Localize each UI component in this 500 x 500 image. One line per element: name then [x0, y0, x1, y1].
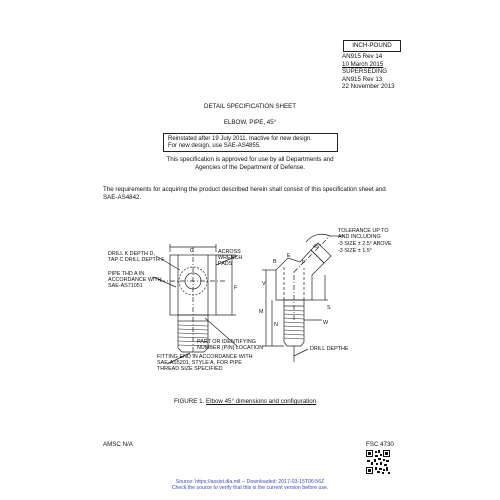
label-dim-b: B	[273, 259, 277, 265]
source-line-1[interactable]: Source: https://assist.dla.mil -- Downloaded: 2017-03-15T06:56Z	[175, 479, 325, 485]
caption-link[interactable]: Elbow 45° dimensions and configuration	[206, 398, 317, 405]
approval-line-2: Agencies of the Department of Defense.	[194, 164, 306, 171]
superseded-date: 22 November 2013	[342, 83, 395, 91]
label-dim-m: M	[259, 309, 264, 315]
label-pipe-thd-1: PIPE THD A IN	[108, 271, 145, 277]
angle-arc	[306, 234, 330, 242]
label-drill-k: DRILL K DEPTH D,	[108, 251, 155, 257]
qr-code	[366, 450, 390, 474]
label-dim-c: C	[190, 248, 194, 254]
label-tolerance-2: AND INCLUDING	[338, 234, 381, 240]
label-dim-f: F	[234, 285, 238, 291]
label-dim-p: P	[302, 260, 306, 266]
label-drill-depth: DRILL DEPTHE	[310, 346, 349, 352]
right-angled-centerline	[294, 236, 330, 272]
reinstatement-line-1: Reinstated after 19 July 2011. Inactive for new design.	[168, 136, 312, 142]
label-pipe-thd-2: ACCORDANCE WITH	[108, 277, 162, 283]
label-fitting-3: THREAD SIZE SPECIFIED	[157, 366, 223, 372]
label-tap-c: TAP C DRILL DEPTH F	[108, 257, 165, 263]
label-angle: 45°	[313, 244, 322, 250]
source-notice	[0, 479, 500, 491]
label-part-or-2: NUMBER (PIN) LOCATION	[197, 345, 264, 351]
label-dim-s: S	[327, 305, 331, 311]
label-across-2: WRENCH	[218, 255, 243, 261]
revision-date: 10 March 2015	[342, 60, 384, 68]
label-dim-v: V	[262, 281, 266, 287]
part-title: ELBOW, PIPE, 45°	[223, 119, 277, 126]
source-line-2: Check the source to verify that this is the current version before use.	[171, 485, 329, 491]
label-tolerance-4: -3 SIZE ± 1.5°	[338, 248, 372, 254]
label-tolerance-1: TOLERANCE UP TO	[338, 228, 389, 234]
requirements-line-2: SAE-AS4842.	[103, 194, 142, 201]
classification-box: INCH-POUND	[343, 40, 401, 52]
label-part-or-1: PART OR IDENTIFYING	[197, 339, 257, 345]
caption-suffix: .	[316, 398, 318, 405]
fsc-label: FSC 4730	[366, 441, 394, 448]
reinstatement-line-2: For new design, use SAE-AS4855.	[168, 143, 261, 150]
figure-caption	[174, 398, 318, 406]
label-fitting-2: SAE-AS5201, STYLE A, FOR PIPE	[157, 360, 242, 366]
label-dim-e: E	[287, 253, 291, 259]
label-dim-w: W	[323, 320, 329, 326]
right-elbow-body	[276, 250, 324, 300]
caption-prefix: FIGURE 1.	[174, 398, 205, 405]
label-tolerance-3: -3 SIZE ± 2.5° ABOVE	[338, 241, 392, 247]
label-across-1: ACROSS	[218, 249, 241, 255]
superseding-label: SUPERSEDING	[342, 68, 388, 76]
superseded-revision: AN915 Rev 13	[342, 75, 383, 83]
label-dim-n: N	[274, 322, 278, 328]
requirements-line-1: The requirements for acquiring the product described herein shall consist of this specification sheet and	[103, 186, 386, 193]
label-across-3: PADS	[218, 261, 233, 267]
amsc-label: AMSC N/A	[103, 441, 133, 448]
label-pipe-thd-3: SAE-AS71051	[108, 283, 143, 289]
approval-line-1: This specification is approved for use by all Departments and	[166, 156, 334, 163]
revision-line: AN915 Rev 14	[342, 53, 383, 60]
label-fitting-1: FITTING END IN ACCORDANCE WITH	[157, 354, 253, 360]
sheet-title: DETAIL SPECIFICATION SHEET	[203, 103, 297, 110]
